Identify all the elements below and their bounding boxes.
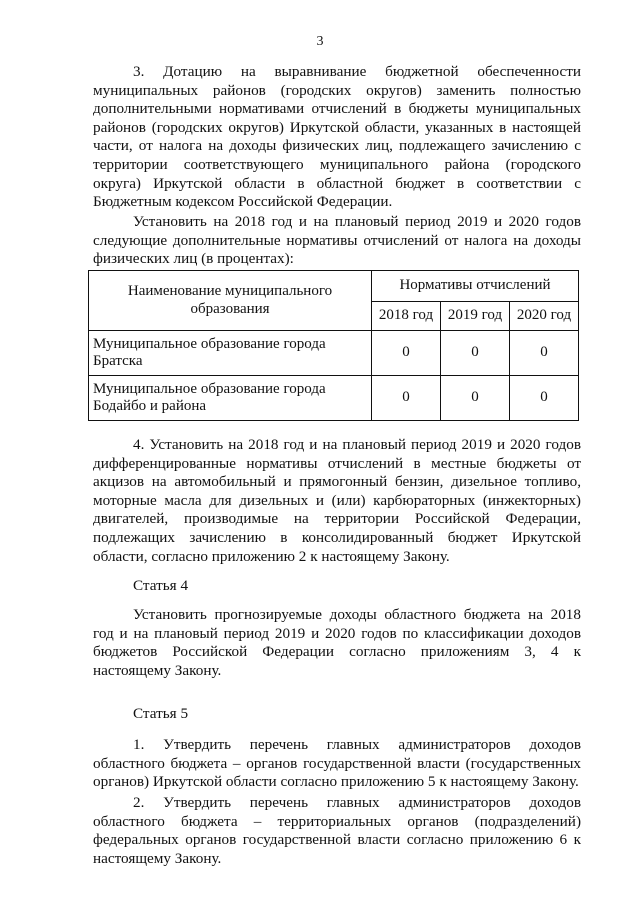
table-header-row xyxy=(89,271,579,302)
value-cell: 0 xyxy=(510,331,579,376)
table-row xyxy=(89,376,579,421)
value-cell: 0 xyxy=(372,376,441,421)
article-5-heading: Статья 5 xyxy=(133,705,189,722)
paragraph-3: 3. Дотацию на выравнивание бюджетной обеспеченности муниципальных районов (городских округов) заменить полностью дополнительными нормативами отчислений в бюджеты муниципальных районов (городских округов) Иркутской области, указанных в настоящей части, от налога на доходы физических лиц, подлежащего зачислению с территории соответствующего муниципального района (городского округа) Иркутской области в областной бюджет в соответствии с Бюджетным кодексом Российской Федерации. xyxy=(93,63,581,211)
column-header-year: 2019 год xyxy=(441,302,510,331)
table-row xyxy=(89,331,579,376)
column-header-name: Наименование муниципального образования xyxy=(89,271,372,331)
value-cell: 0 xyxy=(441,331,510,376)
row-name-cell: Муниципальное образование города Братска xyxy=(89,331,372,376)
value-cell: 0 xyxy=(372,331,441,376)
value-cell: 0 xyxy=(510,376,579,421)
article-4-text: Установить прогнозируемые доходы областного бюджета на 2018 год и на плановый период 2019 и 2020 годов по классификации доходов бюджетов Российской Федерации согласно приложениям 3, 4 к настоящему Закону. xyxy=(93,606,581,679)
paragraph-4: 4. Установить на 2018 год и на плановый период 2019 и 2020 годов дифференцированные нормативы отчислений в местные бюджеты от акцизов на автомобильный и прямогонный бензин, дизельное топливо, моторные масла для дизельных и (или) карбюраторных (инжекторных) двигателей, производимые на территории Российской Федерации, подлежащих зачислению в консолидированный бюджет Иркутской области, согласно приложению 2 к настоящему Закону. xyxy=(93,436,581,565)
page-number: 3 xyxy=(316,34,324,49)
norms-table xyxy=(88,270,579,421)
paragraph-set-norms: Установить на 2018 год и на плановый период 2019 и 2020 годов следующие дополнительные нормативы отчислений от налога на доходы физических лиц (в процентах): xyxy=(93,213,581,268)
article-5-paragraph-1: 1. Утвердить перечень главных администраторов доходов областного бюджета – органов государственной власти (государственных органов) Иркутской области согласно приложению 5 к настоящему Закону. xyxy=(93,736,581,791)
article-5-paragraph-2: 2. Утвердить перечень главных администраторов доходов областного бюджета – территориальных органов (подразделений) федеральных органов государственной власти согласно приложению 6 к настоящему Закону. xyxy=(93,794,581,867)
article-4-heading: Статья 4 xyxy=(133,577,189,594)
row-name-cell: Муниципальное образование города Бодайбо и района xyxy=(89,376,372,421)
value-cell: 0 xyxy=(441,376,510,421)
column-header-year: 2018 год xyxy=(372,302,441,331)
column-header-year: 2020 год xyxy=(510,302,579,331)
column-header-group: Нормативы отчислений xyxy=(372,271,579,302)
